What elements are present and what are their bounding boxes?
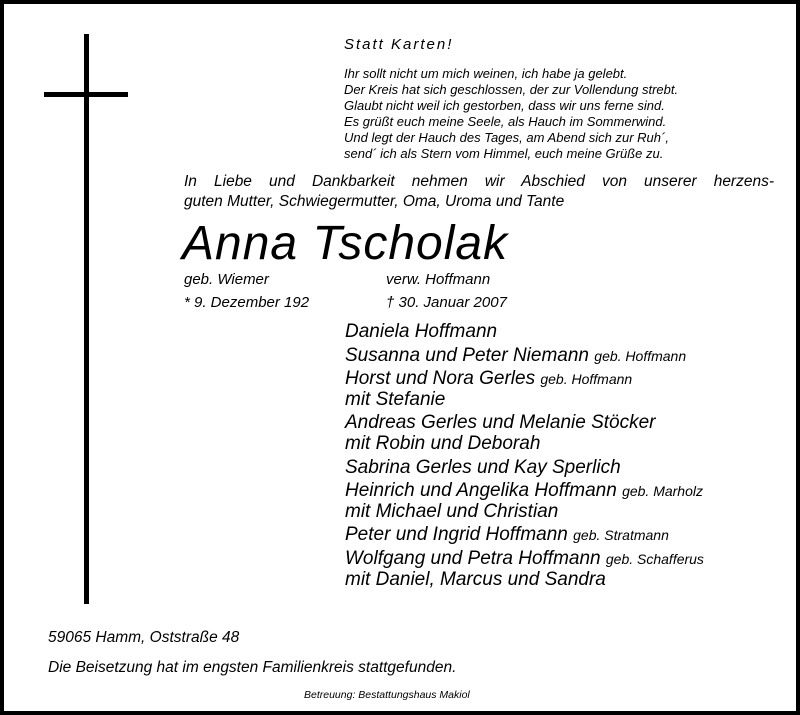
family-entry: [345, 458, 704, 479]
deceased-name: Anna Tscholak: [182, 217, 509, 270]
poem-line: Ihr sollt nicht um mich weinen, ich habe ja gelebt.: [344, 66, 628, 81]
poem-line: send´ ich als Stern vom Himmel, euch meine Grüße zu.: [344, 146, 664, 161]
family-member-names: Wolfgang und Petra Hoffmann: [345, 547, 601, 569]
family-names: [345, 346, 704, 367]
family-entry: [345, 369, 704, 410]
family-list: [345, 322, 704, 593]
family-entry: [345, 481, 704, 522]
family-names: [345, 322, 704, 343]
poem-line: Der Kreis hat sich geschlossen, der zur Vollendung strebt.: [344, 82, 679, 97]
family-entry: [345, 549, 704, 590]
address: 59065 Hamm, Oststraße 48: [48, 629, 240, 646]
cross-icon-bar: [44, 92, 128, 97]
cross-icon: [84, 34, 89, 604]
family-names: [345, 369, 704, 390]
poem: [344, 66, 678, 162]
maiden-name: geb. Hoffmann: [594, 347, 687, 364]
poem-line: Es grüßt euch meine Seele, als Hauch im Sommerwind.: [344, 114, 667, 129]
intro-line: In Liebe und Dankbarkeit nehmen wir Abschied von unserer herzens-: [184, 173, 774, 190]
family-member-names: Andreas Gerles und Melanie Stöcker: [345, 412, 656, 434]
family-children: mit Stefanie: [345, 388, 446, 410]
family-entry: [345, 413, 704, 454]
family-names: [345, 525, 704, 546]
death-date: † 30. Januar 2007: [386, 294, 507, 311]
maiden-name: geb. Marholz: [622, 483, 703, 500]
intro-line: guten Mutter, Schwiegermutter, Oma, Uroma und Tante: [184, 193, 565, 210]
family-entry: [345, 525, 704, 546]
family-member-names: Horst und Nora Gerles: [345, 368, 536, 390]
family-children: mit Robin und Deborah: [345, 432, 541, 454]
poem-line: Und legt der Hauch des Tages, am Abend sich zur Ruh´,: [344, 130, 669, 145]
family-names: [345, 413, 704, 434]
family-names: [345, 458, 704, 479]
maiden-name: geb. Hoffmann: [540, 371, 633, 388]
family-member-names: Sabrina Gerles und Kay Sperlich: [345, 456, 621, 478]
burial-note: Die Beisetzung hat im engsten Familienkreis stattgefunden.: [48, 659, 457, 676]
poem-line: Glaubt nicht weil ich gestorben, dass wir uns ferne sind.: [344, 98, 665, 113]
maiden-name: geb. Schafferus: [605, 550, 704, 567]
birth-date: * 9. Dezember 192: [184, 294, 310, 311]
family-member-names: Peter und Ingrid Hoffmann: [345, 524, 568, 546]
born-name: geb. Wiemer: [184, 271, 269, 288]
family-names: [345, 481, 704, 502]
family-entry: [345, 346, 704, 367]
family-member-names: Daniela Hoffmann: [345, 321, 498, 342]
maiden-name: geb. Stratmann: [573, 527, 669, 544]
family-entry: [345, 322, 704, 343]
family-names: [345, 549, 704, 570]
intro-text: [184, 172, 774, 212]
family-children: mit Michael und Christian: [345, 500, 559, 522]
family-member-names: Heinrich und Angelika Hoffmann: [345, 480, 617, 502]
family-children: mit Daniel, Marcus und Sandra: [345, 568, 606, 590]
funeral-home-credit: Betreuung: Bestattungshaus Makiol: [304, 689, 470, 701]
family-member-names: Susanna und Peter Niemann: [345, 344, 589, 366]
widowed-name: verw. Hoffmann: [386, 271, 491, 288]
statt-karten-heading: Statt Karten!: [344, 36, 454, 53]
